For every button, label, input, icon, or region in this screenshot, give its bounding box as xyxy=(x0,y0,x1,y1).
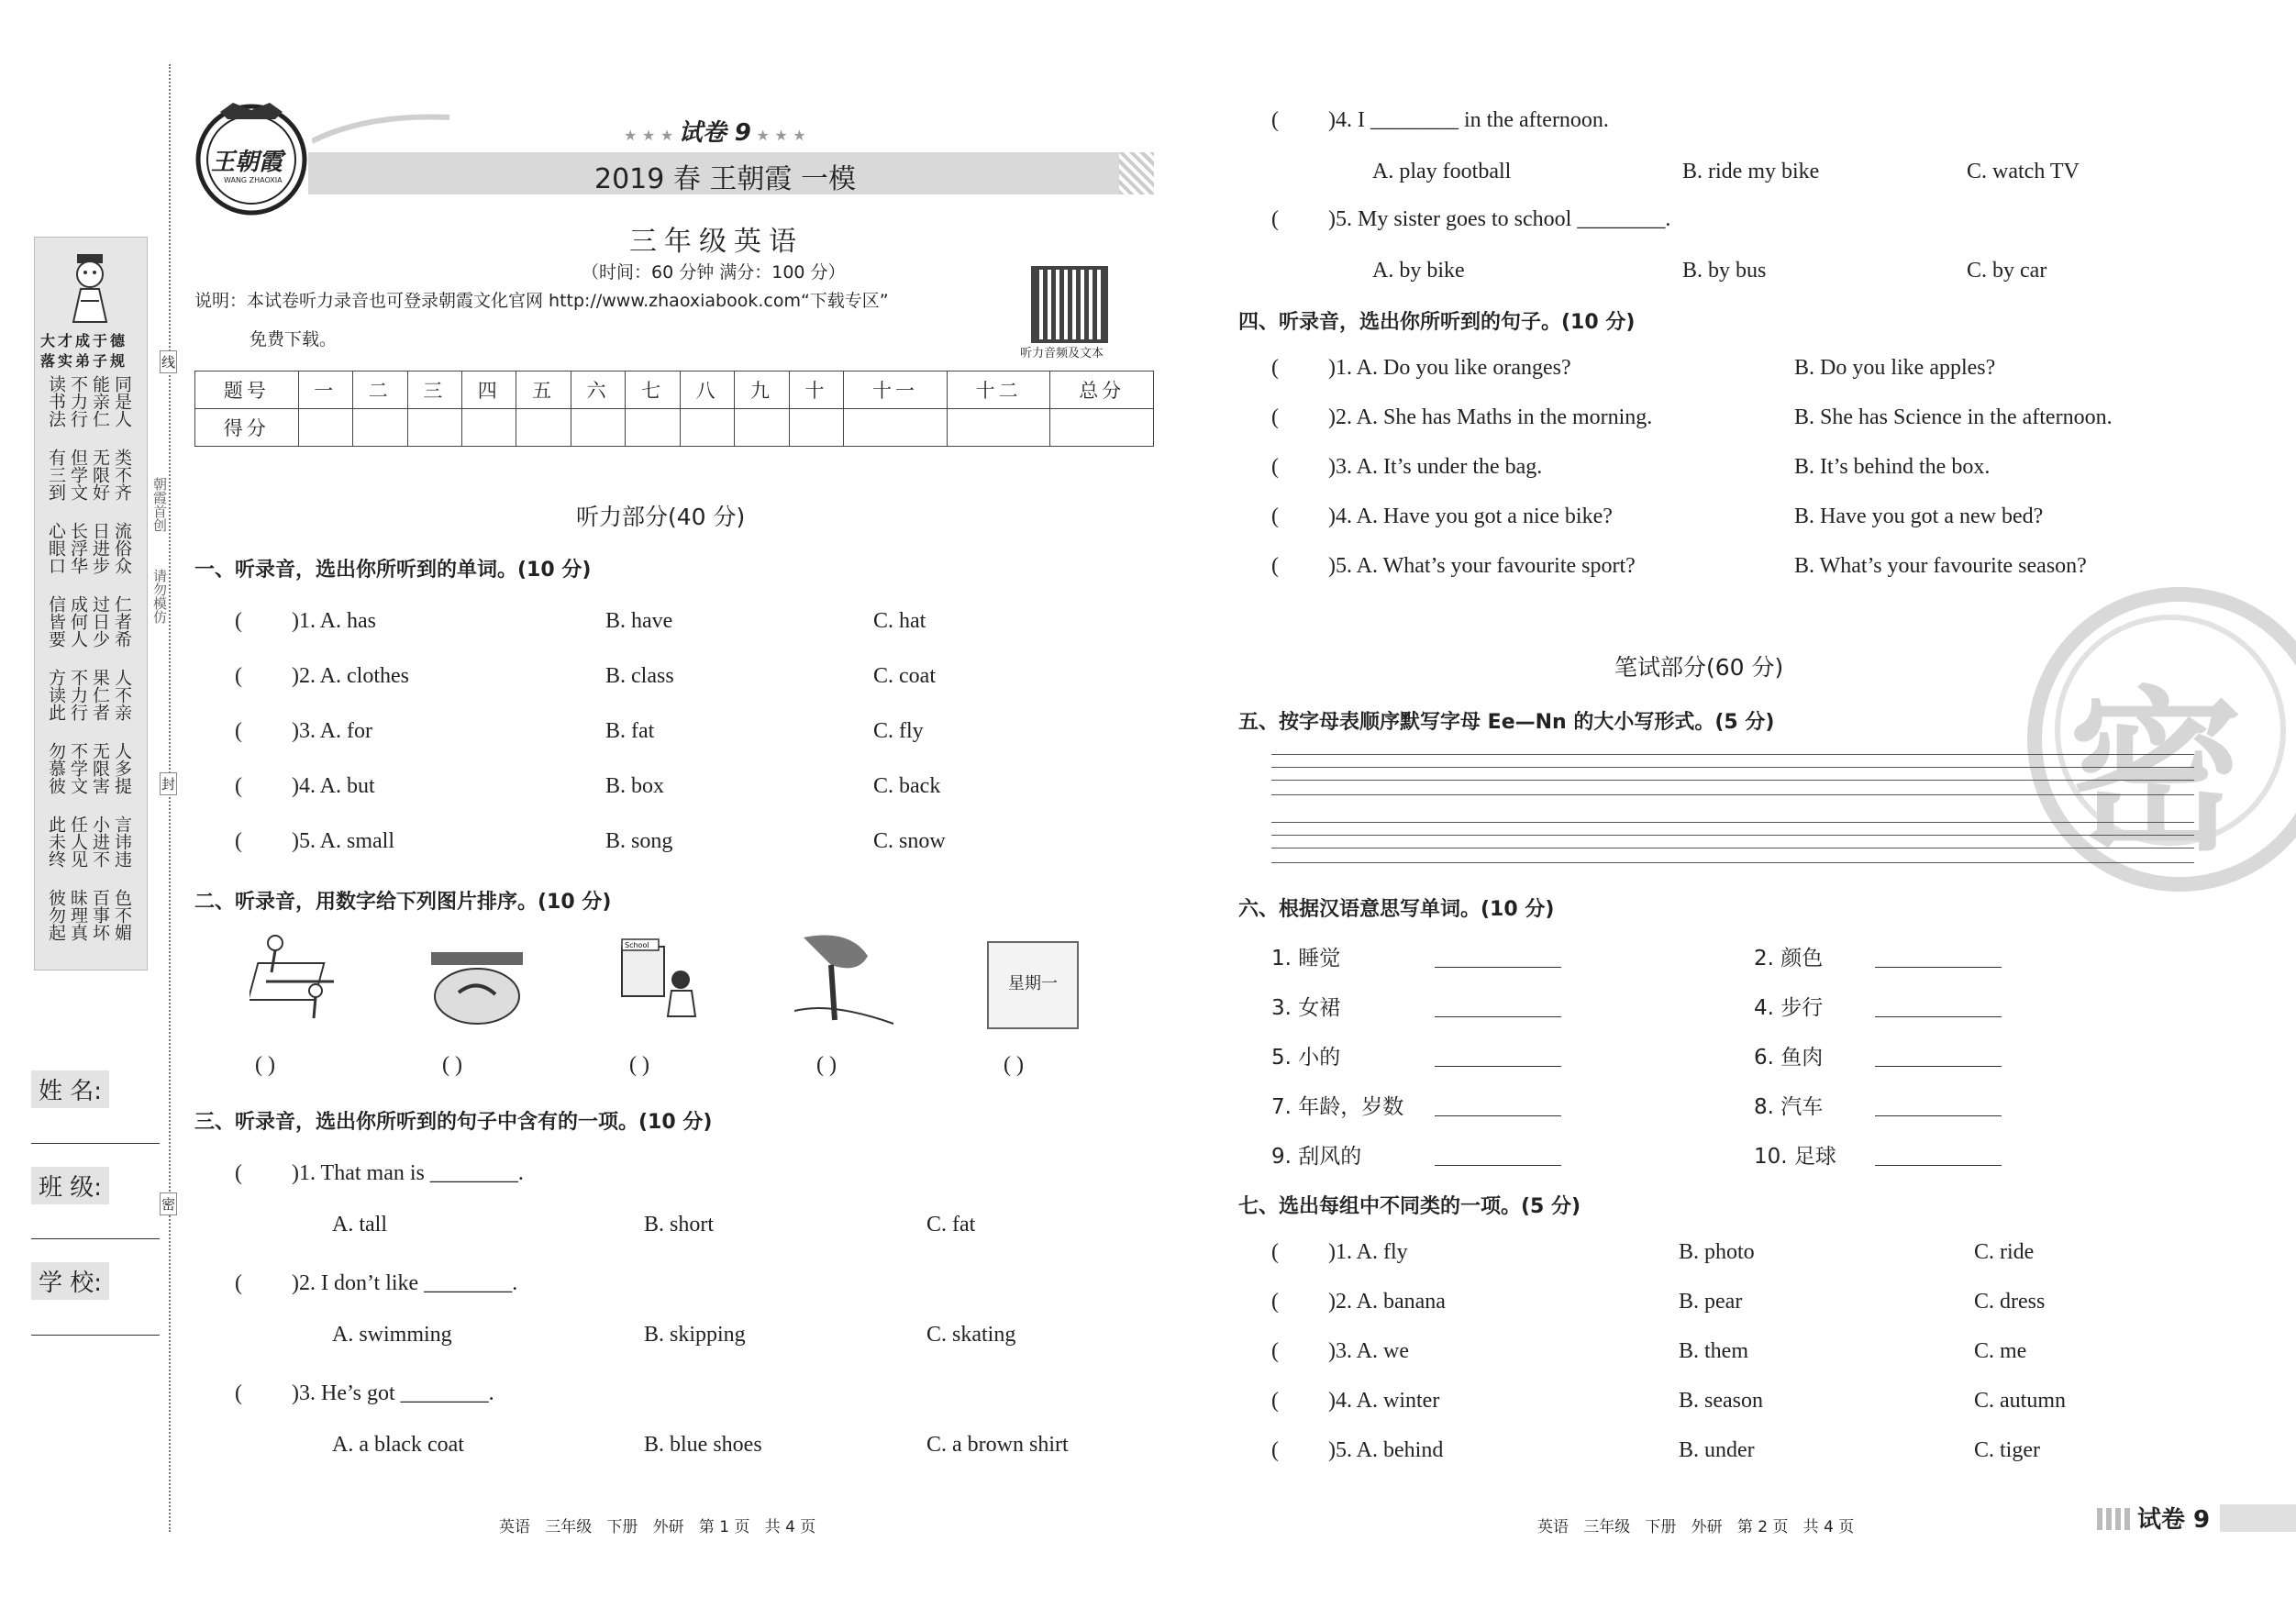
score-header-cell: 四 xyxy=(461,372,516,409)
picture-answer-1[interactable]: ( ) xyxy=(255,1053,275,1077)
question-stem: )3. He’s got ________. xyxy=(292,1381,494,1405)
banner-checker xyxy=(1119,152,1154,194)
vocab-prompt: 9. 刮风的 xyxy=(1271,1145,1362,1169)
vocab-prompt: 6. 鱼肉 xyxy=(1754,1046,1824,1070)
question-option-c: C. back xyxy=(873,774,941,798)
score-header-row xyxy=(195,372,1154,409)
poem-block xyxy=(46,375,141,962)
question-option-b: B. photo xyxy=(1679,1240,1755,1264)
score-header-cell: 三 xyxy=(407,372,461,409)
answer-bracket[interactable]: ( xyxy=(235,1271,242,1295)
question-option-b: B. It’s behind the box. xyxy=(1794,455,1991,479)
seal-stamp-glyph: 密 xyxy=(2069,671,2244,874)
score-input-cell[interactable] xyxy=(353,409,407,447)
question-option-b: B. fat xyxy=(605,719,655,743)
score-input-cell[interactable] xyxy=(844,409,948,447)
question-option-c: C. autumn xyxy=(1974,1389,2066,1413)
score-input-cell[interactable] xyxy=(789,409,843,447)
poem-column: 勿慕彼 xyxy=(46,742,66,794)
vocab-answer-line[interactable] xyxy=(1435,1165,1561,1166)
poem-column: 信皆要 xyxy=(46,595,66,648)
question-stem: )1. That man is ________. xyxy=(292,1161,524,1185)
calendar-picture xyxy=(987,941,1079,1029)
section-6-title: 六、根据汉语意思写单词。(10 分) xyxy=(1238,898,1555,921)
question-option-a: )4. A. Have you got a nice bike? xyxy=(1328,505,1613,528)
brand-logo xyxy=(193,99,310,216)
answer-bracket[interactable]: ( xyxy=(1271,1240,1279,1264)
subject-title: 三年级英语 xyxy=(629,226,804,258)
question-option-a: )1. A. fly xyxy=(1328,1240,1408,1264)
score-header-cell: 八 xyxy=(680,372,734,409)
question-stem: )5. My sister goes to school ________. xyxy=(1328,207,1671,231)
answer-bracket[interactable]: ( xyxy=(1271,1438,1279,1462)
name-input-line[interactable] xyxy=(31,1143,160,1144)
writing-guide-line[interactable] xyxy=(1271,822,2194,823)
question-option-b: B. What’s your favourite season? xyxy=(1794,554,2087,578)
poem-column: 昧理真 xyxy=(68,889,88,941)
question-option-b: B. have xyxy=(605,609,673,633)
star-icon: ★ ★ ★ xyxy=(624,127,679,144)
score-table xyxy=(194,371,1154,447)
question-option-b: B. blue shoes xyxy=(644,1433,762,1457)
paper-badge xyxy=(624,114,806,148)
poem-column: 类不齐 xyxy=(112,449,132,501)
answer-bracket[interactable]: ( xyxy=(1271,1389,1279,1413)
banner-swoosh xyxy=(312,105,449,150)
score-input-cell[interactable] xyxy=(298,409,352,447)
vocab-prompt: 1. 睡觉 xyxy=(1271,947,1341,970)
footer-page-1: 英语 三年级 下册 外研 第 1 页 共 4 页 xyxy=(499,1518,816,1536)
writing-guide-line[interactable] xyxy=(1271,835,2194,836)
vertical-note-1: 朝霞首创 xyxy=(151,477,168,532)
question-option-a: )3. A. It’s under the bag. xyxy=(1328,455,1543,479)
score-input-cell[interactable] xyxy=(516,409,571,447)
name-label: 姓 名: xyxy=(31,1070,109,1108)
vocab-prompt: 4. 步行 xyxy=(1754,996,1824,1020)
answer-bracket[interactable]: ( xyxy=(235,1381,242,1405)
section-4-title: 四、听录音，选出你所听到的句子。(10 分) xyxy=(1238,311,1636,334)
question-option-a: )4. A. but xyxy=(292,774,375,798)
answer-bracket[interactable]: ( xyxy=(1271,1339,1279,1363)
question-option-c: C. ride xyxy=(1974,1240,2035,1264)
poem-column: 过日少 xyxy=(90,595,110,648)
poem-column: 有三到 xyxy=(46,449,66,501)
motto-line-1: 大才成于德 xyxy=(40,332,128,349)
poem-column: 能亲仁 xyxy=(90,375,110,427)
logo-text: 王朝霞 xyxy=(211,149,283,176)
exam-title: 2019 春 王朝霞 一模 xyxy=(594,163,856,195)
poem-column: 果仁者 xyxy=(90,669,110,721)
vocab-answer-line[interactable] xyxy=(1875,1016,2002,1017)
question-option-c: C. by car xyxy=(1967,259,2047,283)
vocab-prompt: 5. 小的 xyxy=(1271,1046,1341,1070)
answer-bracket[interactable]: ( xyxy=(235,829,242,853)
question-option-a: )3. A. we xyxy=(1328,1339,1409,1363)
poem-column: 不学文 xyxy=(68,742,88,794)
score-header-cell: 九 xyxy=(735,372,789,409)
windy-tree-picture xyxy=(794,928,890,1024)
answer-bracket[interactable]: ( xyxy=(235,609,242,633)
poem-column: 言讳违 xyxy=(112,815,132,868)
poem-column: 成何人 xyxy=(68,595,88,648)
score-header-cell: 总分 xyxy=(1050,372,1154,409)
fold-mark-feng: 封 xyxy=(160,772,177,795)
question-option-c: C. watch TV xyxy=(1967,160,2080,183)
footer-page-2: 英语 三年级 下册 外研 第 2 页 共 4 页 xyxy=(1537,1518,1855,1536)
writing-guide-line[interactable] xyxy=(1271,862,2194,863)
picture-answer-5[interactable]: ( ) xyxy=(1004,1053,1024,1077)
poem-column: 日进步 xyxy=(90,522,110,574)
score-header-cell: 题号 xyxy=(195,372,299,409)
question-option-b: B. under xyxy=(1679,1438,1755,1462)
fold-mark-mi: 密 xyxy=(160,1192,177,1215)
section-3-title: 三、听录音，选出你所听到的句子中含有的一项。(10 分) xyxy=(194,1111,713,1134)
writing-title: 笔试部分(60 分) xyxy=(1614,654,1784,681)
question-option-a: )1. A. Do you like oranges? xyxy=(1328,356,1571,380)
footer-badge-bar xyxy=(2220,1504,2296,1532)
question-option-a: A. play football xyxy=(1372,160,1512,183)
picture-answer-4[interactable]: ( ) xyxy=(816,1053,837,1077)
question-option-b: B. box xyxy=(605,774,665,798)
question-option-a: A. by bike xyxy=(1372,259,1465,283)
score-header-cell: 七 xyxy=(626,372,680,409)
poem-column: 但学文 xyxy=(68,449,88,501)
answer-bracket[interactable]: ( xyxy=(1271,1290,1279,1314)
poem-column: 无限害 xyxy=(90,742,110,794)
question-option-b: B. Do you like apples? xyxy=(1794,356,1996,380)
poem-column: 仁者希 xyxy=(112,595,132,648)
question-option-b: B. skipping xyxy=(644,1323,746,1347)
question-option-b: B. short xyxy=(644,1213,715,1237)
table-tennis-picture xyxy=(250,926,345,1022)
poem-column: 此未终 xyxy=(46,815,66,868)
writing-guide-line[interactable] xyxy=(1271,794,2194,795)
poem-column: 人不亲 xyxy=(112,669,132,721)
score-header-cell: 十 xyxy=(789,372,843,409)
fold-mark-xian: 线 xyxy=(160,350,177,373)
question-option-a: )5. A. What’s your favourite sport? xyxy=(1328,554,1636,578)
question-option-c: C. tiger xyxy=(1974,1438,2040,1462)
writing-guide-line[interactable] xyxy=(1271,780,2194,781)
vocab-prompt: 8. 汽车 xyxy=(1754,1095,1824,1119)
score-header-cell: 二 xyxy=(353,372,407,409)
question-option-c: C. skating xyxy=(926,1323,1016,1347)
poem-column: 百事坏 xyxy=(90,889,110,941)
poem-column: 流俗众 xyxy=(112,522,132,574)
paper-badge-text: 试卷 9 xyxy=(678,119,751,147)
scholar-figure-image xyxy=(64,250,116,324)
question-option-a: A. a black coat xyxy=(332,1433,464,1457)
vocab-answer-line[interactable] xyxy=(1435,1016,1561,1017)
poem-column: 方读此 xyxy=(46,669,66,721)
score-input-cell[interactable] xyxy=(407,409,461,447)
poem-column: 不力行 xyxy=(68,669,88,721)
answer-bracket[interactable]: ( xyxy=(1271,554,1279,578)
question-option-b: B. class xyxy=(605,664,674,688)
score-value-row xyxy=(195,409,1154,447)
vocab-answer-line[interactable] xyxy=(1875,1066,2002,1067)
cat-in-pond-picture xyxy=(431,932,527,1027)
score-input-cell[interactable] xyxy=(571,409,625,447)
question-option-c: C. a brown shirt xyxy=(926,1433,1069,1457)
question-option-a: )5. A. small xyxy=(292,829,394,853)
sidebar-panel xyxy=(34,237,148,970)
question-option-a: A. swimming xyxy=(332,1323,452,1347)
question-stem: )2. I don’t like ________. xyxy=(292,1271,518,1295)
score-input-cell[interactable] xyxy=(947,409,1050,447)
question-option-b: B. them xyxy=(1679,1339,1748,1363)
score-input-cell[interactable] xyxy=(626,409,680,447)
question-option-c: C. fat xyxy=(926,1213,976,1237)
time-info: （时间：60 分钟 满分：100 分） xyxy=(582,262,846,283)
vertical-note-2: 请勿模仿 xyxy=(151,569,168,624)
calendar-text: 星期一 xyxy=(1008,974,1058,993)
question-option-c: C. snow xyxy=(873,829,946,853)
question-option-a: )5. A. behind xyxy=(1328,1438,1444,1462)
answer-bracket[interactable]: ( xyxy=(1271,455,1279,479)
vocab-answer-line[interactable] xyxy=(1875,967,2002,968)
school-sign-text: School xyxy=(625,941,649,949)
vocab-answer-line[interactable] xyxy=(1875,1115,2002,1116)
score-header-cell: 五 xyxy=(516,372,571,409)
class-input-line[interactable] xyxy=(31,1238,160,1239)
answer-bracket[interactable]: ( xyxy=(1271,356,1279,380)
poem-column: 无限好 xyxy=(90,449,110,501)
question-option-b: B. song xyxy=(605,829,673,853)
vocab-prompt: 10. 足球 xyxy=(1754,1145,1836,1169)
writing-guide-line[interactable] xyxy=(1271,767,2194,768)
question-option-c: C. hat xyxy=(873,609,926,633)
vocab-prompt: 3. 女裙 xyxy=(1271,996,1341,1020)
question-option-b: B. pear xyxy=(1679,1290,1743,1314)
answer-bracket[interactable]: ( xyxy=(235,664,242,688)
poem-column: 小进不 xyxy=(90,815,110,868)
answer-bracket[interactable]: ( xyxy=(1271,405,1279,429)
score-input-cell[interactable] xyxy=(1050,409,1154,447)
score-header-cell: 一 xyxy=(298,372,352,409)
answer-bracket[interactable]: ( xyxy=(235,719,242,743)
footer-badge: 试卷 9 xyxy=(2137,1506,2211,1534)
answer-bracket[interactable]: ( xyxy=(235,774,242,798)
poem-column: 不力行 xyxy=(68,375,88,427)
question-option-b: B. ride my bike xyxy=(1682,160,1820,183)
score-header-cell: 十一 xyxy=(844,372,948,409)
question-option-a: )1. A. has xyxy=(292,609,376,633)
question-option-a: )2. A. clothes xyxy=(292,664,409,688)
question-option-c: C. fly xyxy=(873,719,924,743)
score-input-cell[interactable] xyxy=(461,409,516,447)
question-stem: )4. I ________ in the afternoon. xyxy=(1328,108,1609,132)
motto-line-2: 落实弟子规 xyxy=(40,352,128,370)
question-option-c: C. me xyxy=(1974,1339,2027,1363)
question-option-b: B. Have you got a new bed? xyxy=(1794,505,2044,528)
vocab-answer-line[interactable] xyxy=(1435,1115,1561,1116)
question-option-a: )4. A. winter xyxy=(1328,1389,1440,1413)
poem-column: 人多提 xyxy=(112,742,132,794)
section-7-title: 七、选出每组中不同类的一项。(5 分) xyxy=(1238,1195,1581,1218)
qr-code xyxy=(1031,266,1108,343)
school-label: 学 校: xyxy=(31,1262,109,1300)
section-5-title: 五、按字母表顺序默写字母 Ee—Nn 的大小写形式。(5 分) xyxy=(1238,711,1775,734)
vocab-answer-line[interactable] xyxy=(1435,1066,1561,1067)
boy-at-school-picture xyxy=(616,934,712,1029)
picture-answer-3[interactable]: ( ) xyxy=(629,1053,649,1077)
poem-column: 同是人 xyxy=(112,375,132,427)
question-option-b: B. She has Science in the afternoon. xyxy=(1794,405,2113,429)
binding-dotted-line xyxy=(169,64,171,1532)
listening-title: 听力部分(40 分) xyxy=(576,504,746,530)
vocab-answer-line[interactable] xyxy=(1875,1165,2002,1166)
answer-bracket[interactable]: ( xyxy=(1271,108,1279,132)
poem-column: 任人见 xyxy=(68,815,88,868)
poem-column: 色不媚 xyxy=(112,889,132,941)
vocab-answer-line[interactable] xyxy=(1435,967,1561,968)
question-option-a: )2. A. She has Maths in the morning. xyxy=(1328,405,1653,429)
answer-bracket[interactable]: ( xyxy=(1271,505,1279,528)
score-input-cell[interactable] xyxy=(680,409,734,447)
class-label: 班 级: xyxy=(31,1167,109,1204)
question-option-b: B. by bus xyxy=(1682,259,1767,283)
note-line-1: 说明：本试卷听力录音也可登录朝霞文化官网 http://www.zhaoxiabook.com“下载专区” xyxy=(194,291,889,311)
writing-guide-line[interactable] xyxy=(1271,754,2194,755)
poem-column: 长浮华 xyxy=(68,522,88,574)
answer-bracket[interactable]: ( xyxy=(235,1161,242,1185)
score-row-label: 得分 xyxy=(195,409,299,447)
qr-caption: 听力音频及文本 xyxy=(1020,347,1104,360)
question-option-a: A. tall xyxy=(332,1213,387,1237)
poem-column: 心眼口 xyxy=(46,522,66,574)
score-input-cell[interactable] xyxy=(735,409,789,447)
vocab-prompt: 7. 年龄，岁数 xyxy=(1271,1095,1404,1119)
picture-answer-2[interactable]: ( ) xyxy=(442,1053,462,1077)
score-header-cell: 六 xyxy=(571,372,625,409)
section-1-title: 一、听录音，选出你所听到的单词。(10 分) xyxy=(194,559,592,582)
footer-badge-dots xyxy=(2097,1508,2130,1530)
answer-bracket[interactable]: ( xyxy=(1271,207,1279,231)
vocab-prompt: 2. 颜色 xyxy=(1754,947,1824,970)
question-option-a: )2. A. banana xyxy=(1328,1290,1446,1314)
question-option-c: C. coat xyxy=(873,664,936,688)
section-2-title: 二、听录音，用数字给下列图片排序。(10 分) xyxy=(194,891,612,914)
school-input-line[interactable] xyxy=(31,1335,160,1336)
poem-column: 彼勿起 xyxy=(46,889,66,941)
question-option-b: B. season xyxy=(1679,1389,1763,1413)
score-header-cell: 十二 xyxy=(947,372,1050,409)
question-option-c: C. dress xyxy=(1974,1290,2046,1314)
note-line-2: 免费下载。 xyxy=(250,329,338,349)
poem-column: 读书法 xyxy=(46,375,66,427)
question-option-a: )3. A. for xyxy=(292,719,372,743)
logo-subtext: WANG ZHAOXIA xyxy=(224,176,283,184)
star-icon: ★ ★ ★ xyxy=(750,127,806,144)
